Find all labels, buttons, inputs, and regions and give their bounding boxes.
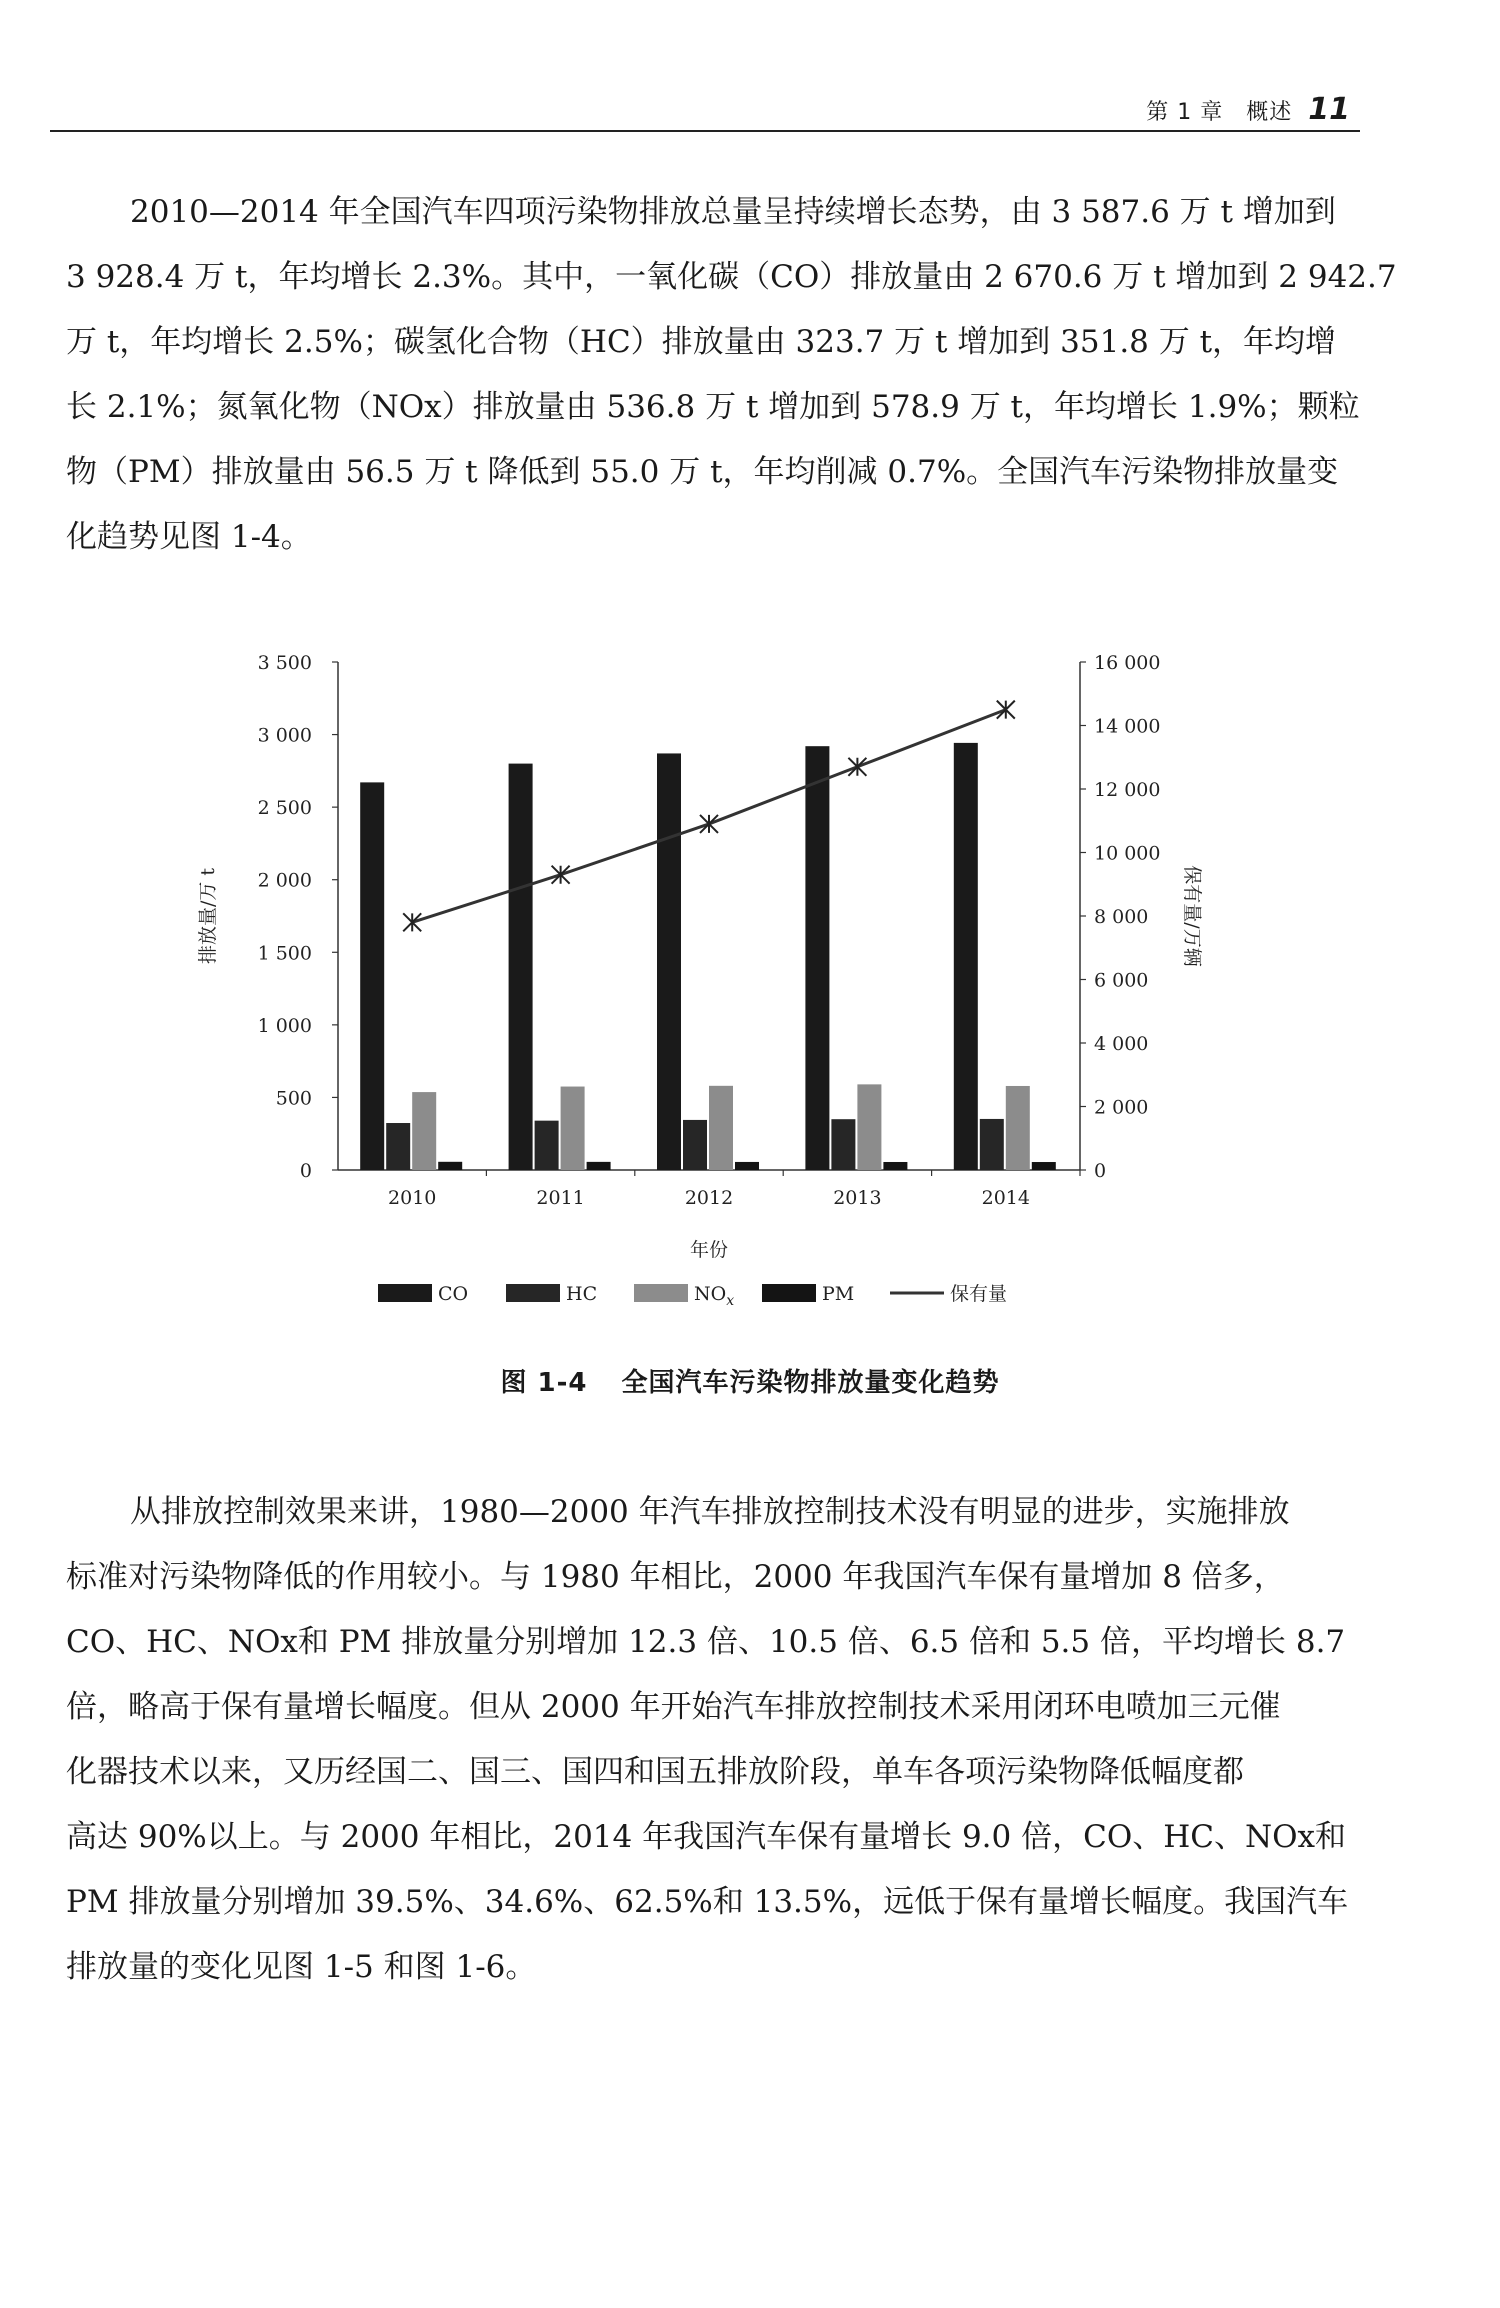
page-number: 11	[1308, 92, 1350, 127]
figure-title: 全国汽车污染物排放量变化趋势	[621, 1368, 1000, 1398]
legend-label: CO	[438, 1283, 469, 1305]
text-line: 长 2.1%；氮氧化物（NOx）排放量由 536.8 万 t 增加到 578.9 万 t，年均增长 1.9%；颗粒	[66, 389, 1360, 425]
x-axis-title: 年份	[689, 1239, 729, 1261]
paragraph-1	[66, 180, 1397, 570]
text-line: CO、HC、NOx和 PM 排放量分别增加 12.3 倍、10.5 倍、6.5 倍和 5.5 倍，平均增长 8.7	[66, 1624, 1346, 1660]
text-line: 2010—2014 年全国汽车四项污染物排放总量呈持续增长态势，由 3 587.6 万 t 增加到	[130, 194, 1336, 230]
y2-tick-label: 16 000	[1094, 652, 1161, 674]
paragraph-2	[66, 1480, 1366, 2000]
line-marker	[997, 701, 1015, 719]
running-header	[1146, 92, 1350, 127]
bar-nox	[412, 1092, 436, 1170]
bar-pm	[587, 1162, 611, 1170]
legend-swatch-hc	[506, 1284, 560, 1302]
bar-hc	[683, 1120, 707, 1170]
bar-hc	[535, 1121, 559, 1170]
legend-swatch-pm	[762, 1284, 816, 1302]
bar-hc	[831, 1119, 855, 1170]
text-line: 3 928.4 万 t，年均增长 2.3%。其中，一氧化碳（CO）排放量由 2 670.6 万 t 增加到 2 942.7	[66, 259, 1397, 295]
y2-tick-label: 12 000	[1094, 779, 1161, 801]
text-line: PM 排放量分别增加 39.5%、34.6%、62.5%和 13.5%，远低于保有量增长幅度。我国汽车	[66, 1884, 1349, 1920]
text-line: 化器技术以来，又历经国二、国三、国四和国五排放阶段，单车各项污染物降低幅度都	[66, 1754, 1244, 1790]
y2-tick-label: 4 000	[1094, 1033, 1149, 1055]
text-line: 化趋势见图 1-4。	[66, 519, 312, 555]
bar-co	[509, 764, 533, 1170]
bar-nox	[1006, 1086, 1030, 1170]
x-tick-label: 2011	[536, 1187, 585, 1209]
x-tick-label: 2012	[684, 1187, 734, 1209]
text-line: 排放量的变化见图 1-5 和图 1-6。	[66, 1949, 537, 1985]
y-tick-label: 2 500	[257, 797, 312, 820]
line-marker	[552, 866, 570, 884]
bar-pm	[883, 1162, 907, 1170]
bar-co	[657, 753, 681, 1170]
figure-caption	[0, 1362, 1500, 1399]
legend-label: 保有量	[950, 1283, 1008, 1305]
y2-tick-label: 14 000	[1094, 715, 1161, 738]
y2-tick-label: 0	[1094, 1160, 1107, 1182]
y2-tick-label: 6 000	[1094, 969, 1149, 992]
bar-hc	[980, 1119, 1004, 1170]
y2-axis-title: 保有量/万辆	[1181, 865, 1203, 967]
header-rule	[50, 130, 1360, 132]
text-line: 高达 90%以上。与 2000 年相比，2014 年我国汽车保有量增长 9.0 倍，CO、HC、NOx和	[66, 1819, 1347, 1855]
bar-hc	[386, 1123, 410, 1170]
emissions-chart	[0, 620, 1500, 1320]
text-line: 万 t，年均增长 2.5%；碳氢化合物（HC）排放量由 323.7 万 t 增加到 351.8 万 t，年均增	[66, 324, 1337, 360]
x-tick-label: 2010	[388, 1187, 437, 1209]
text-line: 物（PM）排放量由 56.5 万 t 降低到 55.0 万 t，年均削减 0.7%。全国汽车污染物排放量变	[66, 454, 1339, 490]
chapter-title: 第 1 章 概述	[1146, 100, 1293, 125]
y2-tick-label: 8 000	[1094, 906, 1149, 928]
x-tick-label: 2014	[981, 1187, 1030, 1209]
legend-swatch-nox	[634, 1284, 688, 1302]
bar-nox	[857, 1084, 881, 1170]
bar-pm	[735, 1162, 759, 1170]
text-line: 从排放控制效果来讲，1980—2000 年汽车排放控制技术没有明显的进步，实施排放	[130, 1494, 1290, 1530]
y-tick-label: 1 500	[257, 942, 312, 965]
y-axis-title: 排放量/万 t	[197, 867, 219, 965]
y-tick-label: 1 000	[257, 1014, 312, 1037]
bar-nox	[709, 1086, 733, 1170]
y2-tick-label: 10 000	[1094, 842, 1161, 865]
bar-nox	[561, 1087, 585, 1170]
y-tick-label: 3 000	[257, 724, 312, 747]
y2-tick-label: 2 000	[1094, 1096, 1149, 1119]
legend-label: HC	[566, 1283, 598, 1305]
y-tick-label: 2 000	[257, 869, 312, 892]
line-marker	[403, 913, 421, 931]
x-tick-label: 2013	[833, 1187, 882, 1209]
bar-pm	[438, 1162, 462, 1170]
bar-co	[805, 746, 829, 1170]
legend-label: PM	[822, 1283, 855, 1305]
legend-swatch-co	[378, 1284, 432, 1302]
bar-co	[360, 782, 384, 1170]
bar-co	[954, 743, 978, 1170]
y-tick-label: 500	[275, 1087, 312, 1110]
line-marker	[848, 758, 866, 776]
y-tick-label: 3 500	[257, 652, 312, 674]
line-marker	[700, 815, 718, 833]
bar-pm	[1032, 1162, 1056, 1170]
y-tick-label: 0	[299, 1160, 312, 1182]
text-line: 标准对污染物降低的作用较小。与 1980 年相比，2000 年我国汽车保有量增加 8 倍多，	[66, 1559, 1285, 1595]
text-line: 倍，略高于保有量增长幅度。但从 2000 年开始汽车排放控制技术采用闭环电喷加三元催	[66, 1689, 1281, 1725]
legend-label: $NO_x$	[694, 1283, 735, 1309]
figure-number: 图 1-4	[500, 1368, 588, 1398]
